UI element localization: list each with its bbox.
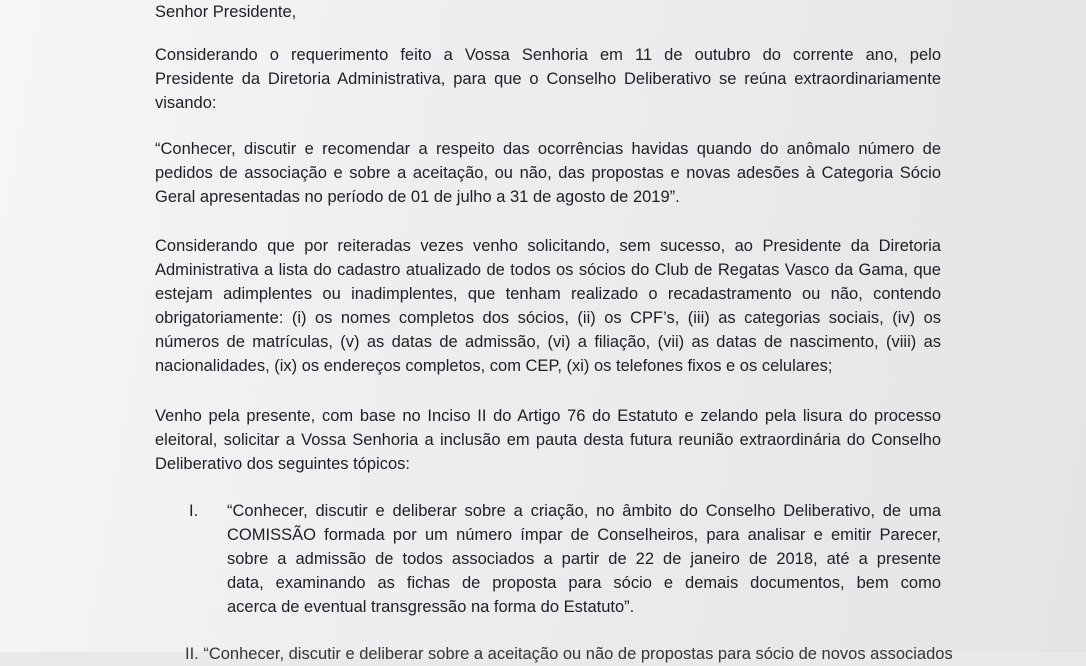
paragraph-line: números de matrículas, (v) as datas de admissão, (vi) a filiação, (vii) as datas de nascimento, (viii) as: [155, 333, 941, 351]
paragraph-line: Presidente da Diretoria Administrativa, para que o Conselho Deliberativo se reúna extraordinariamente: [155, 70, 941, 88]
topic-line: COMISSÃO formada por um número ímpar de Conselheiros, para analisar e emitir Parecer,: [227, 526, 941, 544]
topic-number: I.: [189, 502, 199, 520]
paragraph-line: Considerando que por reiteradas vezes venho solicitando, sem sucesso, ao Presidente da Diretoria: [155, 237, 941, 255]
paragraph-line: Administrativa a lista do cadastro atualizado de todos os sócios do Club de Regatas Vasco da Gama, que: [155, 261, 941, 279]
paragraph-line: obrigatoriamente: (i) os nomes completos dos sócios, (ii) os CPF’s, (iii) as categorias sociais, (iv) os: [155, 309, 941, 327]
paragraph-line: estejam adimplentes ou inadimplentes, que tenham realizado o recadastramento ou não, contendo: [155, 285, 941, 303]
paragraph-line: eleitoral, solicitar a Vossa Senhoria a inclusão em pauta desta futura reunião extraordinária do Conselho: [155, 431, 941, 449]
paragraph-line: visando:: [155, 94, 217, 112]
topic-line: “Conhecer, discutir e deliberar sobre a criação, no âmbito do Conselho Deliberativo, de uma: [227, 502, 941, 520]
salutation-text: Senhor Presidente,: [155, 3, 297, 21]
paragraph-line: nacionalidades, (ix) os endereços completos, com CEP, (xi) os telefones fixos e os celulares;: [155, 357, 833, 375]
paragraph-2: [155, 234, 941, 378]
paragraph-1: [155, 43, 941, 115]
paragraph-line: Geral apresentadas no período de 01 de julho a 31 de agosto de 2019”.: [155, 188, 680, 206]
topic-line: sobre a admissão de todos associados a partir de 22 de janeiro de 2018, até a presente: [227, 550, 941, 568]
topic-2-cut-line: II. “Conhecer, discutir e deliberar sobre a aceitação ou não de propostas para sócio de novos associados: [185, 645, 953, 663]
topic-line: acerca de eventual transgressão na forma do Estatuto”.: [227, 598, 635, 616]
paragraph-3: [155, 404, 941, 476]
quoted-request: [155, 137, 941, 209]
salutation: [155, 0, 941, 24]
paragraph-line: Venho pela presente, com base no Inciso II do Artigo 76 do Estatuto e zelando pela lisura do processo: [155, 407, 941, 425]
paragraph-line: Considerando o requerimento feito a Vossa Senhoria em 11 de outubro do corrente ano, pelo: [155, 46, 941, 64]
paragraph-line: “Conhecer, discutir e recomendar a respeito das ocorrências havidas quando do anômalo número de: [155, 140, 941, 158]
topic-item-2-partial: [185, 632, 953, 663]
topic-line: data, examinando as fichas de proposta para sócio e demais documentos, bem como: [227, 574, 941, 592]
paragraph-line: pedidos de associação e sobre a aceitação, ou não, das propostas e novas adesões à Categoria Sócio: [155, 164, 941, 182]
paragraph-line: Deliberativo dos seguintes tópicos:: [155, 455, 410, 473]
topic-text: [227, 499, 941, 619]
